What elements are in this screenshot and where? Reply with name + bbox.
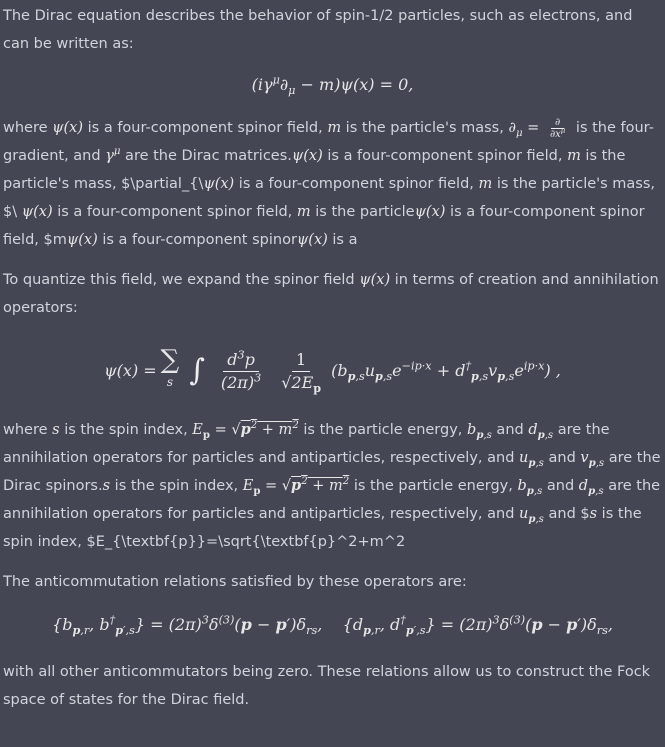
paragraph-anticommutation: The anticommutation relations satisfied by these operators are: <box>3 574 467 590</box>
paragraph-intro: The Dirac equation describes the behavior of spin-1/2 particles, such as electrons, and can be written as: <box>3 8 633 52</box>
paragraph-operators: where s is the spin index, $E_p = √p^2 + m^2$ is the particle energy, $b_{p,s}$ and $d_{p,s}$ are the annihilation operators for particles and antiparticles, respectively, and $u_{p,s}$ and $v_{p,s}$ are the Dirac spinors.s is the spin index, $E_p = √p^2 + m^2$ is the particle energy, $b_{p,s}$ and $d_{p,s}$ are the annihilation operators for particles and antiparticles, respectively, and $u_{p,s}$ and $s is the spin index, $E_{\textbf{p}}=\sqrt{\textbf{p}^2+m^2 <box>3 420 661 550</box>
paragraph-definitions: where ψ(x) is a four-component spinor field, m is the particle's mass, $\partial_\mu$ = $\frac{\partial}{\partial x^\mu}$ is the four-gradient, and $\gamma^\mu$ are the Dirac matrices.ψ(x) is a four-component spinor field, m is the particle's mass, $\partial_{\ψ(x) is a four-component spinor field, m is the particle's mass, $\ ψ(x) is a four-component spinor field, m is the particleψ(x) is a four-component spinor field, $mψ(x) is a four-component spinorψ(x) is a <box>3 116 656 248</box>
equation-field-expansion: ψ(x) = ∑ s ∫ $\frac{d^3p}{(2\pi)^3}$ $\frac{1}{√2E_p}$ $(b_{p,s}u_{p,s}e^{-ip\cdot x} + d^\dagger_{p,s}v_{p,s}e^{ip\cdot x})$ , <box>104 345 561 395</box>
equation-anticommutation: {$b_{p,r}$, $b^\dagger_{p',s}\} = (2\pi)^3\delta^{(3)}(p - p')\delta_{rs}$, {$d_{p,r}$, $d^\dagger_{p',s}\} = (2\pi)^3\delta^{(3)}(p - p')\delta_{rs}$, <box>52 613 613 638</box>
paragraph-conclusion: with all other anticommutators being zero. These relations allow us to construct the Fock space of states for the Dirac field. <box>3 664 651 708</box>
paragraph-quantize: To quantize this field, we expand the spinor field ψ(x) in terms of creation and annihilation operators: <box>3 272 659 316</box>
equation-dirac: $(i\gamma^\mu\partial_\mu - m)\psi(x) = 0$, <box>251 73 414 98</box>
